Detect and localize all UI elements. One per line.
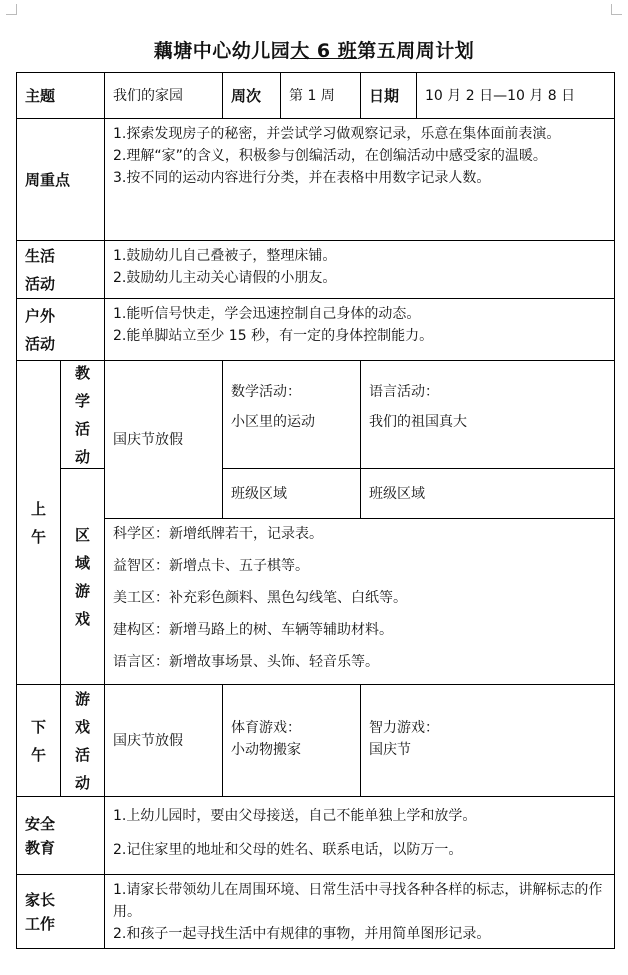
title-week: 第五周周计划 xyxy=(357,40,475,62)
sport-content: 小动物搬家 xyxy=(231,742,301,758)
area-science: 科学区：新增纸牌若干，记录表。 xyxy=(113,526,323,542)
intel-title: 智力游戏： xyxy=(369,720,439,736)
parents-line-1: 1.请家长带领幼儿在周围环境、日常生活中寻找各种各样的标志，讲解标志的作用。 xyxy=(113,882,603,920)
intel-content: 国庆节 xyxy=(369,742,411,758)
teaching-char-2: 学 xyxy=(74,391,90,410)
area-char-2: 域 xyxy=(74,553,90,572)
teaching-char-4: 动 xyxy=(74,447,90,466)
area-construction: 建构区：新增马路上的树、车辆等辅助材料。 xyxy=(113,622,393,638)
outdoor-label-2: 活动 xyxy=(25,334,56,353)
focus-label: 周重点 xyxy=(17,119,105,241)
life-label-1: 生活 xyxy=(25,246,56,265)
outdoor-label xyxy=(17,299,105,361)
morning-label-1: 上 xyxy=(30,499,46,518)
sport-game xyxy=(223,685,361,797)
afternoon-holiday: 国庆节放假 xyxy=(105,685,223,797)
afternoon-label-1: 下 xyxy=(30,717,46,736)
theme-label: 主题 xyxy=(17,73,105,119)
safety-label-1: 安全 xyxy=(25,814,56,833)
afternoon-label-2: 午 xyxy=(30,745,46,764)
title-kindergarten: 藕塘中心幼儿园 xyxy=(153,40,291,62)
afternoon-label xyxy=(17,685,61,797)
area-art: 美工区：补充彩色颜料、黑色勾线笔、白纸等。 xyxy=(113,590,407,606)
game-char-2: 戏 xyxy=(74,717,90,736)
morning-label xyxy=(17,361,61,685)
page-corner-mark-right xyxy=(611,4,622,15)
sport-title: 体育游戏： xyxy=(231,720,301,736)
title-class: 大 6 班 xyxy=(290,40,358,62)
language-activity xyxy=(361,361,615,469)
safety-label xyxy=(17,797,105,875)
area-char-4: 戏 xyxy=(74,609,90,628)
morning-holiday: 国庆节放假 xyxy=(105,361,223,519)
teaching-char-3: 活 xyxy=(74,419,90,438)
game-activity-label xyxy=(61,685,105,797)
week-value: 第 1 周 xyxy=(281,73,361,119)
game-char-4: 动 xyxy=(74,773,90,792)
parents-label xyxy=(17,875,105,949)
page-title xyxy=(0,36,628,63)
teaching-char-1: 教 xyxy=(74,363,90,382)
math-title: 数学活动： xyxy=(231,384,301,400)
theme-value: 我们的家园 xyxy=(105,73,223,119)
parents-label-1: 家长 xyxy=(25,890,56,909)
area-char-3: 游 xyxy=(74,581,90,600)
area-game-label xyxy=(61,469,105,685)
focus-line-3: 3.按不同的运动内容进行分类，并在表格中用数字记录人数。 xyxy=(113,170,491,186)
parents-line-2: 2.和孩子一起寻找生活中有规律的事物，并用简单图形记录。 xyxy=(113,926,491,942)
outdoor-label-1: 户外 xyxy=(25,306,56,325)
area-list xyxy=(105,519,615,685)
safety-content xyxy=(105,797,615,875)
class-area-1: 班级区域 xyxy=(223,469,361,519)
area-char-1: 区 xyxy=(74,525,90,544)
date-label: 日期 xyxy=(361,73,417,119)
outdoor-line-2: 2.能单脚站立至少 15 秒，有一定的身体控制能力。 xyxy=(113,328,434,344)
math-activity xyxy=(223,361,361,469)
language-title: 语言活动： xyxy=(369,384,439,400)
focus-line-2: 2.理解“家”的含义，积极参与创编活动，在创编活动中感受家的温暖。 xyxy=(113,148,547,164)
morning-label-2: 午 xyxy=(30,527,46,546)
life-label-2: 活动 xyxy=(25,274,56,293)
intel-game xyxy=(361,685,615,797)
focus-content xyxy=(105,119,615,241)
class-area-2: 班级区域 xyxy=(361,469,615,519)
teaching-activity-label xyxy=(61,361,105,469)
life-content xyxy=(105,241,615,299)
date-value: 10 月 2 日—10 月 8 日 xyxy=(417,73,615,119)
focus-line-1: 1.探索发现房子的秘密，并尝试学习做观察记录，乐意在集体面前表演。 xyxy=(113,126,561,142)
parents-content xyxy=(105,875,615,949)
area-language: 语言区：新增故事场景、头饰、轻音乐等。 xyxy=(113,654,379,670)
parents-label-2: 工作 xyxy=(25,914,56,933)
game-char-1: 游 xyxy=(74,689,90,708)
outdoor-line-1: 1.能听信号快走，学会迅速控制自己身体的动态。 xyxy=(113,306,421,322)
safety-label-2: 教育 xyxy=(25,838,56,857)
life-line-2: 2.鼓励幼儿主动关心请假的小朋友。 xyxy=(113,270,337,286)
game-char-3: 活 xyxy=(74,745,90,764)
safety-line-2: 2.记住家里的地址和父母的姓名、联系电话，以防万一。 xyxy=(113,842,463,858)
outdoor-content xyxy=(105,299,615,361)
area-puzzle: 益智区：新增点卡、五子棋等。 xyxy=(113,558,309,574)
page-corner-mark-left xyxy=(6,4,17,15)
safety-line-1: 1.上幼儿园时，要由父母接送，自己不能单独上学和放学。 xyxy=(113,808,477,824)
week-label: 周次 xyxy=(223,73,281,119)
weekly-plan-table xyxy=(16,72,615,949)
life-label xyxy=(17,241,105,299)
math-content: 小区里的运动 xyxy=(231,414,315,430)
language-content: 我们的祖国真大 xyxy=(369,414,467,430)
life-line-1: 1.鼓励幼儿自己叠被子，整理床铺。 xyxy=(113,248,337,264)
